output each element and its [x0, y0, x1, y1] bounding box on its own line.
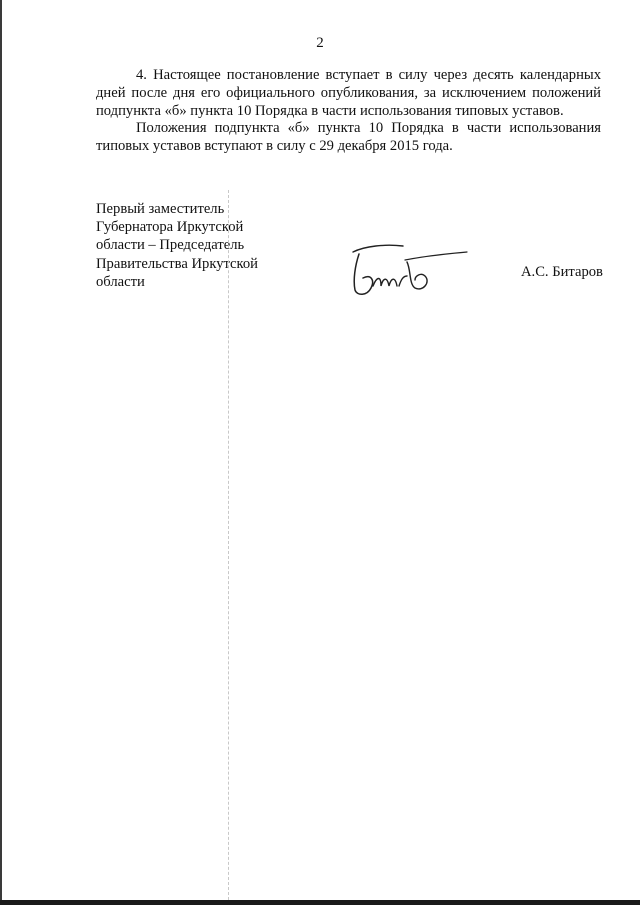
position-line: области [96, 273, 145, 290]
scan-fold-line [228, 190, 229, 900]
paragraph-typical-charters: Положения подпункта «б» пункта 10 Порядка в части использования типовых уставов вступают в силу с 29 декабря 2015 года. [96, 120, 601, 155]
position-line: области – Председатель [96, 237, 245, 254]
position-line: Губернатора Иркутской [96, 219, 244, 236]
signatory-position [96, 200, 296, 291]
handwritten-signature [345, 240, 470, 300]
scan-edge-left [0, 0, 2, 905]
signer-name: А.С. Битаров [521, 264, 603, 280]
document-body [96, 67, 601, 156]
page-number: 2 [316, 35, 324, 51]
paragraph-effective-date: 4. Настоящее постановление вступает в силу через десять календарных дней после дня его официального опубликования, за исключением положений подпункта «б» пункта 10 Порядка в части использования типовых уставов. [96, 67, 601, 119]
position-line: Правительства Иркутской [96, 255, 258, 272]
scan-edge-bottom [0, 900, 640, 905]
position-line: Первый заместитель [96, 201, 225, 217]
